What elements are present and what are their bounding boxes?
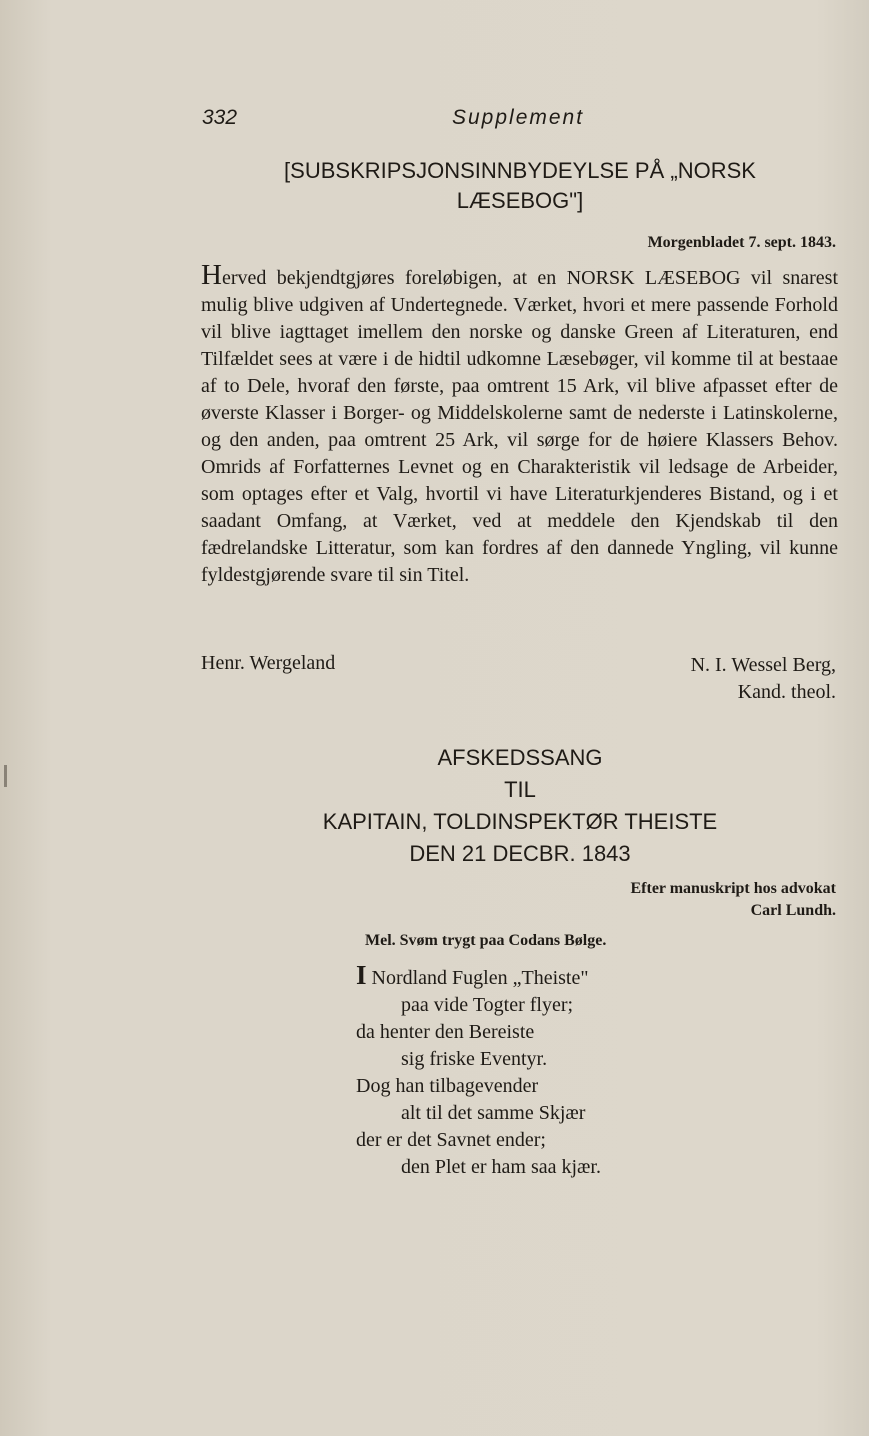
poem-title-line-1: AFSKEDSSANG [437, 745, 603, 770]
poem-line: da henter den Bereiste [356, 1021, 535, 1043]
poem-line: sig friske Eventyr. [401, 1048, 548, 1070]
poem-line-text: Nordland Fuglen „Theiste" [366, 967, 589, 989]
poem-line: den Plet er ham saa kjær. [401, 1156, 601, 1178]
poem-line: der er det Savnet ender; [356, 1129, 546, 1151]
running-title: Supplement [452, 106, 585, 129]
poem-line: Dog han tilbagevender [356, 1075, 539, 1097]
signature-title: Kand. theol. [737, 681, 836, 703]
poem-line: paa vide Togter flyer; [401, 994, 574, 1016]
drop-cap: I [356, 960, 367, 990]
poem-title-line-3: KAPITAIN, TOLDINSPEKTØR THEISTE [322, 809, 718, 834]
poem-source-line-1: Efter manuskript hos advokat [630, 880, 836, 897]
signature-wessel-berg [600, 652, 836, 706]
poem-source-line-2: Carl Lundh. [750, 902, 836, 919]
poem-title-line-4: DEN 21 DECBR. 1843 [409, 841, 631, 866]
signature-name: N. I. Wessel Berg, [690, 654, 836, 676]
poem-source [540, 878, 836, 922]
article-body: Herved bekjendtgjøres foreløbigen, at en NORSK LÆSEBOG vil snarest mulig blive udgiven af Undertegnede. Værket, hvori et mere passende Forhold vil blive iagttaget imellem den norske og danske Green af Literaturen, end Tilfældet sees at være i de hidtil udkomne Læsebøger, vil komme til at bestaae af to Dele, hvoraf den første, paa omtrent 15 Ark, vil blive afpasset efter de øverste Klasser i Borger- og Middelskolerne samt de nederste i Latinskolerne, og den anden, paa omtrent 25 Ark, vil sørge for de høiere Klassers Behov. Omrids af Forfatternes Levnet og en Charakteristik vil ledsage de Arbeider, som optages efter et Valg, hvortil vi have Literaturkjenderes Bistand, og i et saadant Omfang, at Værket, ved at meddele den Kjendskab til den fædrelandske Litteratur, som kan fordres af den dannede Yngling, vil kunne fyldestgjørende svare til sin Titel. [201, 259, 838, 586]
poem-title-line-2: TIL [504, 777, 536, 802]
poem-stanza [356, 962, 776, 1181]
poem-line [356, 962, 776, 992]
poem-title [230, 742, 810, 870]
article-title-line-2: LÆSEBOG"] [456, 188, 584, 213]
article-title [200, 156, 840, 216]
margin-mark [4, 765, 7, 787]
article-title-line-1: [SUBSKRIPSJONSINNBYDEYLSE PÅ „NORSK [284, 158, 756, 183]
article-source: Morgenbladet 7. sept. 1843. [647, 234, 836, 251]
signature-wergeland: Henr. Wergeland [201, 652, 336, 674]
page-number: 332 [202, 106, 238, 129]
melody-note: Mel. Svøm trygt paa Codans Bølge. [365, 932, 607, 949]
poem-line: alt til det samme Skjær [401, 1102, 586, 1124]
